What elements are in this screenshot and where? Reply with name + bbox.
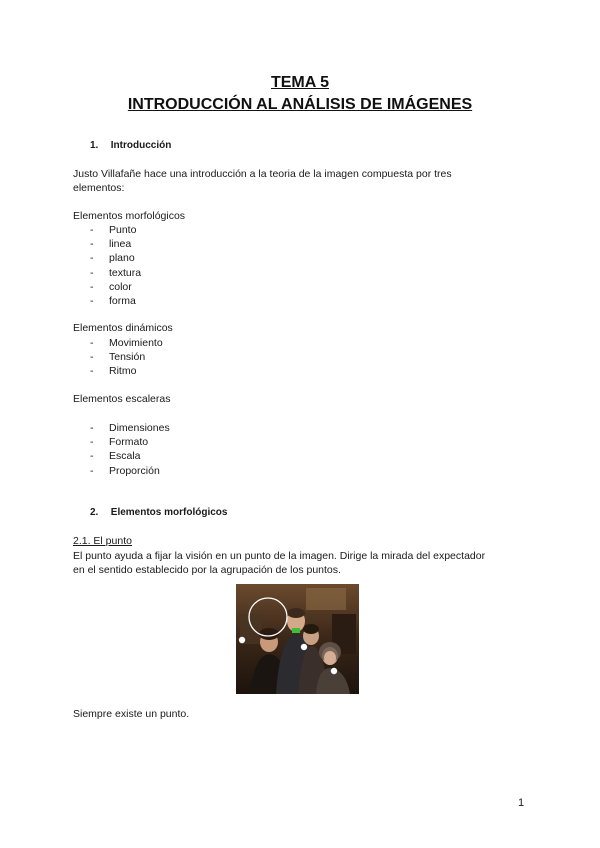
document-title-line1: TEMA 5: [270, 74, 330, 91]
section-1-number: 1.: [90, 140, 99, 151]
group-label-morfologicos: Elementos morfológicos: [73, 210, 186, 222]
list-item: - forma: [90, 294, 136, 307]
list-item: - linea: [90, 238, 132, 251]
intro-line-1: Justo Villafañe hace una introducción a la teoria de la imagen compuesta por tres: [73, 168, 452, 180]
list-item: - Escala: [90, 450, 141, 463]
document-title-line2: INTRODUCCIÓN AL ANÁLISIS DE IMÁGENES: [127, 96, 473, 113]
page-number: 1: [518, 797, 525, 809]
list-item: - Proporción: [90, 464, 160, 477]
list-morfologicos: [90, 223, 141, 308]
list-item: - Tensión: [90, 351, 146, 364]
intro-line-2: elementos:: [73, 182, 125, 194]
list-item: - Punto: [90, 224, 137, 236]
punto-line-2: en el sentido establecido por la agrupación de los puntos.: [73, 564, 341, 576]
list-item: - Formato: [90, 436, 149, 449]
intro-paragraph: [73, 167, 533, 195]
punto-line-1: El punto ayuda a fijar la visión en un punto de la imagen. Dirige la mirada del expectador: [73, 550, 486, 562]
section-2-number: 2.: [90, 507, 99, 518]
section-2-title: Elementos morfológicos: [110, 507, 228, 518]
group-label-escaleras: Elementos escaleras: [73, 393, 171, 405]
list-item: - Movimiento: [90, 337, 163, 349]
section-2-heading: [90, 507, 227, 518]
list-item: - Dimensiones: [90, 422, 170, 434]
section-1-title: Introducción: [110, 140, 172, 151]
list-item: - color: [90, 280, 132, 293]
list-dinamicos: [90, 336, 163, 379]
list-escaleras: [90, 421, 170, 478]
section-1-heading: [90, 140, 171, 151]
group-photo-with-points: [236, 584, 359, 694]
closing-sentence: Siempre existe un punto.: [73, 708, 190, 720]
list-item: - textura: [90, 266, 142, 279]
list-item: - plano: [90, 252, 135, 265]
group-label-dinamicos: Elementos dinámicos: [73, 322, 173, 334]
punto-paragraph: [73, 549, 533, 577]
subsection-heading-punto: 2.1. El punto: [73, 535, 132, 547]
list-item: - Ritmo: [90, 365, 137, 378]
